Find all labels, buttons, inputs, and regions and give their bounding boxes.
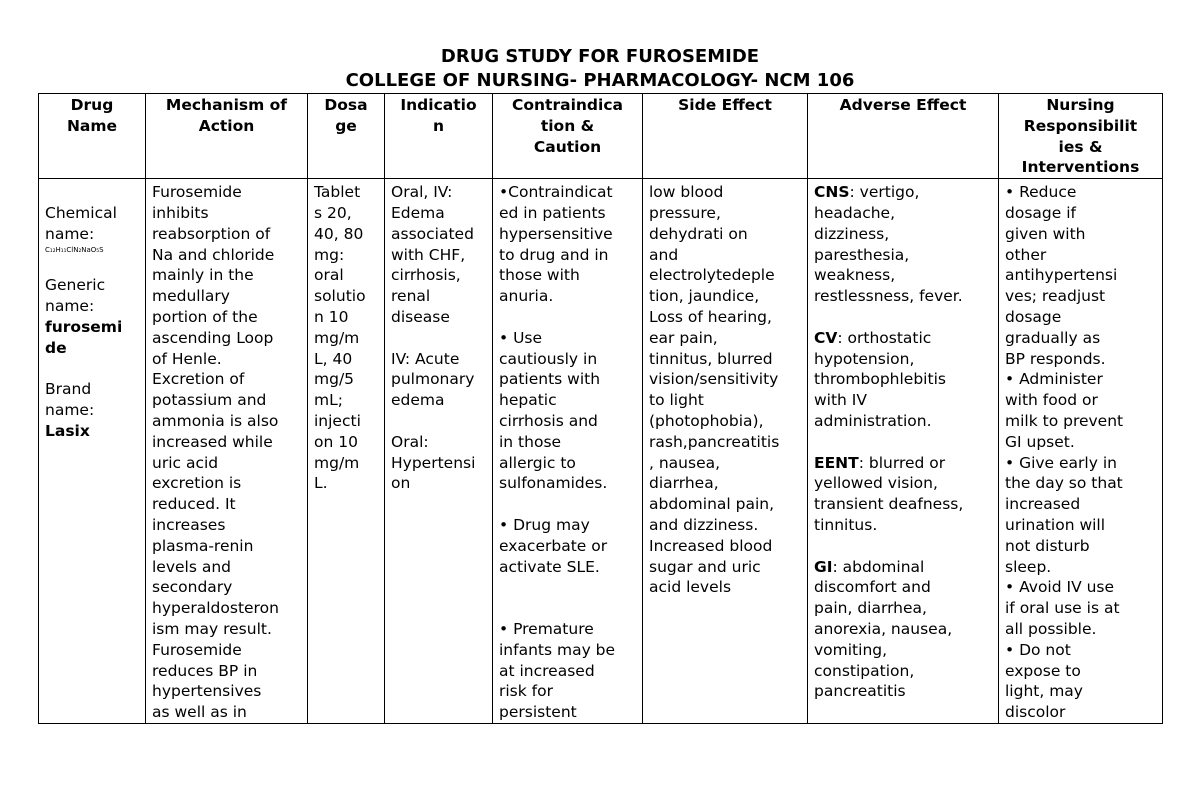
cell-side-effect	[643, 179, 808, 724]
side-effect-text: low blood pressure, dehydrati on and electrolytedeple tion, jaundice, Loss of hearing, ear pain, tinnitus, blurred vision/sensitivity to light (photophobia), rash,pancreatitis , nausea, diarrhea, abdominal pain, and dizziness. Increased blood sugar and uric acid levels	[649, 183, 780, 597]
generic-name-value: furosemi de	[45, 317, 123, 357]
header-dosage: Dosa ge	[308, 94, 385, 179]
indication-oral-iv: Oral, IV: Edema associated with CHF, cirrhosis, renal disease	[391, 183, 474, 326]
contraindication-2: • Use cautiously in patients with hepatic cirrhosis and in those allergic to sulfonamides.	[499, 328, 608, 493]
chemical-formula: C₁₂H₁₁ClN₂NaO₅S	[45, 245, 104, 254]
table-row	[39, 179, 1163, 724]
contraindication-1: •Contraindicat ed in patients hypersensitive to drug and in those with anuria.	[499, 183, 613, 306]
table-header-row	[39, 94, 1163, 179]
header-nursing: Nursing Responsibilit ies & Interventions	[999, 94, 1163, 179]
chemical-name-label: Chemical name:	[45, 203, 117, 243]
cell-indication	[385, 179, 493, 724]
adverse-cv: CV: orthostatic hypotension, thrombophlebitis with IV administration.	[814, 328, 946, 430]
indication-oral: Oral: Hypertensi on	[391, 432, 476, 493]
dosage-text: Tablet s 20, 40, 80 mg: oral solutio n 10 mg/m L, 40 mg/5 mL; injecti on 10 mg/m L.	[314, 183, 366, 493]
drug-study-table	[38, 93, 1163, 724]
nursing-text: • Reduce dosage if given with other antihypertensi ves; readjust dosage gradually as BP responds. • Administer with food or milk to prevent GI upset. • Give early in the day so that increased urination will not disturb sleep. • Avoid IV use if oral use is at all possible. • Do not expose to light, may discolor	[1005, 183, 1124, 722]
contraindication-4: • Premature infants may be at increased risk for persistent	[499, 619, 616, 722]
header-mechanism: Mechanism of Action	[146, 94, 308, 179]
cell-mechanism	[146, 179, 308, 724]
brand-name-label: Brand name:	[45, 380, 95, 420]
header-contraindication: Contraindica tion & Caution	[493, 94, 643, 179]
brand-name-value: Lasix	[45, 421, 90, 440]
generic-name-label: Generic name:	[45, 276, 106, 316]
contraindication-3: • Drug may exacerbate or activate SLE.	[499, 515, 608, 576]
adverse-cns: CNS: vertigo, headache, dizziness, paresthesia, weakness, restlessness, fever.	[814, 183, 963, 306]
cell-contraindication	[493, 179, 643, 724]
document-title: DRUG STUDY FOR FUROSEMIDE	[440, 46, 760, 67]
adverse-eent: EENT: blurred or yellowed vision, transient deafness, tinnitus.	[814, 453, 964, 534]
adverse-gi: GI: abdominal discomfort and pain, diarrhea, anorexia, nausea, vomiting, constipation, pancreatitis	[814, 557, 953, 701]
cell-drug-name	[39, 179, 146, 724]
cell-nursing	[999, 179, 1163, 724]
cell-adverse-effect	[808, 179, 999, 724]
indication-iv: IV: Acute pulmonary edema	[391, 349, 475, 410]
header-side-effect: Side Effect	[643, 94, 808, 179]
header-indication: Indicatio n	[385, 94, 493, 179]
header-adverse-effect: Adverse Effect	[808, 94, 999, 179]
mechanism-text: Furosemide inhibits reabsorption of Na and chloride mainly in the medullary portion of the ascending Loop of Henle. Excretion of potassium and ammonia is also increased while uric acid excretion is reduced. It increases plasma-renin levels and secondary hyperaldosteron ism may result. Furosemide reduces BP in hypertensives as well as in	[152, 183, 279, 722]
cell-dosage	[308, 179, 385, 724]
document-subtitle: COLLEGE OF NURSING- PHARMACOLOGY- NCM 106	[345, 70, 855, 91]
header-drug-name: Drug Name	[39, 94, 146, 179]
